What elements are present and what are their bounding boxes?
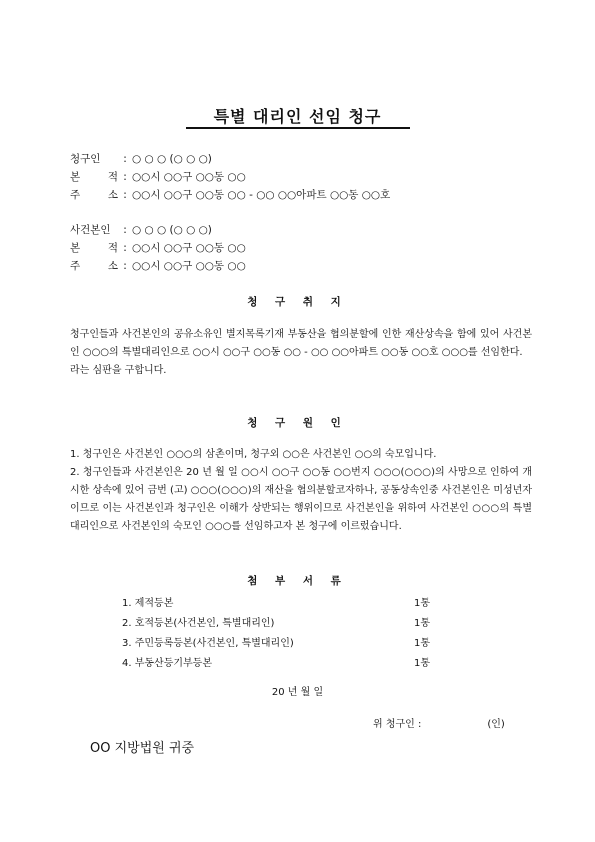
claimant-address: ○○시 ○○구 ○○동 ○○ - ○○ ○○아파트 ○○동 ○○호 [132,189,391,201]
attachment-item [122,654,444,674]
attachment-item [122,594,444,614]
principal-domicile-row [70,239,246,257]
principal-domicile: ○○시 ○○구 ○○동 ○○ [132,242,246,254]
attachment-text: 1. 제적등본 [122,598,174,609]
claimant-address-label: 주 소 [70,189,118,201]
purpose-text: 청구인들과 사건본인의 공유소유인 별지목록기재 부동산을 협의분할에 인한 재산상속을 함에 있어 사건본인 ○○○의 특별대리인으로 ○○시 ○○구 ○○동 ○○ - ○○ ○○아파트 ○○동 ○○호 ○○○를 선임한다. [70,329,532,358]
cause-item: 1. 청구인은 사건본인 ○○○의 삼촌이며, 청구외 ○○은 사건본인 ○○의 숙모입니다. [70,449,437,460]
attachment-text: 3. 주민등록등본(사건본인, 특별대리인) [122,638,294,649]
signature-label: 위 청구인 : [373,719,422,730]
attachment-item [122,614,444,634]
signature-seal: (인) [487,719,505,730]
claimant-domicile: ○○시 ○○구 ○○동 ○○ [132,171,246,183]
claimant-name-label: 청구인 [70,153,101,165]
attachment-qty: 1통 [414,618,431,629]
principal-name: ○ ○ ○ (○ ○ ○) [132,224,212,236]
principal-domicile-label: 본 적 [70,242,118,254]
claimant-block [70,150,390,204]
principal-address-row [70,257,246,275]
colon: : [123,189,127,201]
court-addressee: OO 지방법원 귀중 [90,741,195,756]
title-underline [186,127,410,129]
colon: : [123,224,127,236]
signature-line [373,715,505,730]
cause-section [70,446,532,536]
principal-name-row [70,221,246,239]
colon: : [123,171,127,183]
colon: : [123,153,127,165]
attachment-qty: 1통 [414,638,431,649]
claimant-address-row [70,186,390,204]
principal-name-label: 사건본인 [70,224,111,236]
attachments-list [122,594,444,674]
principal-address-label: 주 소 [70,260,118,272]
claimant-name: ○ ○ ○ (○ ○ ○) [132,153,212,165]
date-line: 20 년 월 일 [271,687,324,698]
colon: : [123,260,127,272]
purpose-closing: 라는 심판을 구합니다. [70,365,167,376]
attachment-text: 4. 부동산등기부등본 [122,658,212,669]
colon: : [123,242,127,254]
claimant-name-row [70,150,390,168]
cause-item: 2. 청구인들과 사건본인은 20 년 월 일 ○○시 ○○구 ○○동 ○○번지 ○○○(○○○)의 사망으로 인하여 개시한 상속에 있어 금번 (고) ○○○(○○○)의 재산을 협의분할코자하나, 공동상속인중 사건본인은 미성년자이므로 이는 사건본인과 청구인은 이해가 상반되는 행위이므로 사건본인을 위하여 사건본인 ○○○의 특별대리인으로 사건본인의 숙모인 ○○○를 선임하고자 본 청구에 이르렀습니다. [70,467,532,532]
attachments-heading: 첨 부 서 류 [247,575,348,587]
principal-address: ○○시 ○○구 ○○동 ○○ [132,260,246,272]
claimant-domicile-row [70,168,390,186]
attachment-qty: 1통 [414,598,431,609]
purpose-heading: 청 구 취 지 [247,296,348,308]
attachment-text: 2. 호적등본(사건본인, 특별대리인) [122,618,275,629]
attachment-item [122,634,444,654]
claimant-domicile-label: 본 적 [70,171,118,183]
cause-heading: 청 구 원 인 [247,417,348,429]
attachment-qty: 1통 [414,658,431,669]
principal-block [70,221,246,275]
purpose-section [70,326,532,380]
document-title: 특별 대리인 선임 청구 [213,107,382,126]
